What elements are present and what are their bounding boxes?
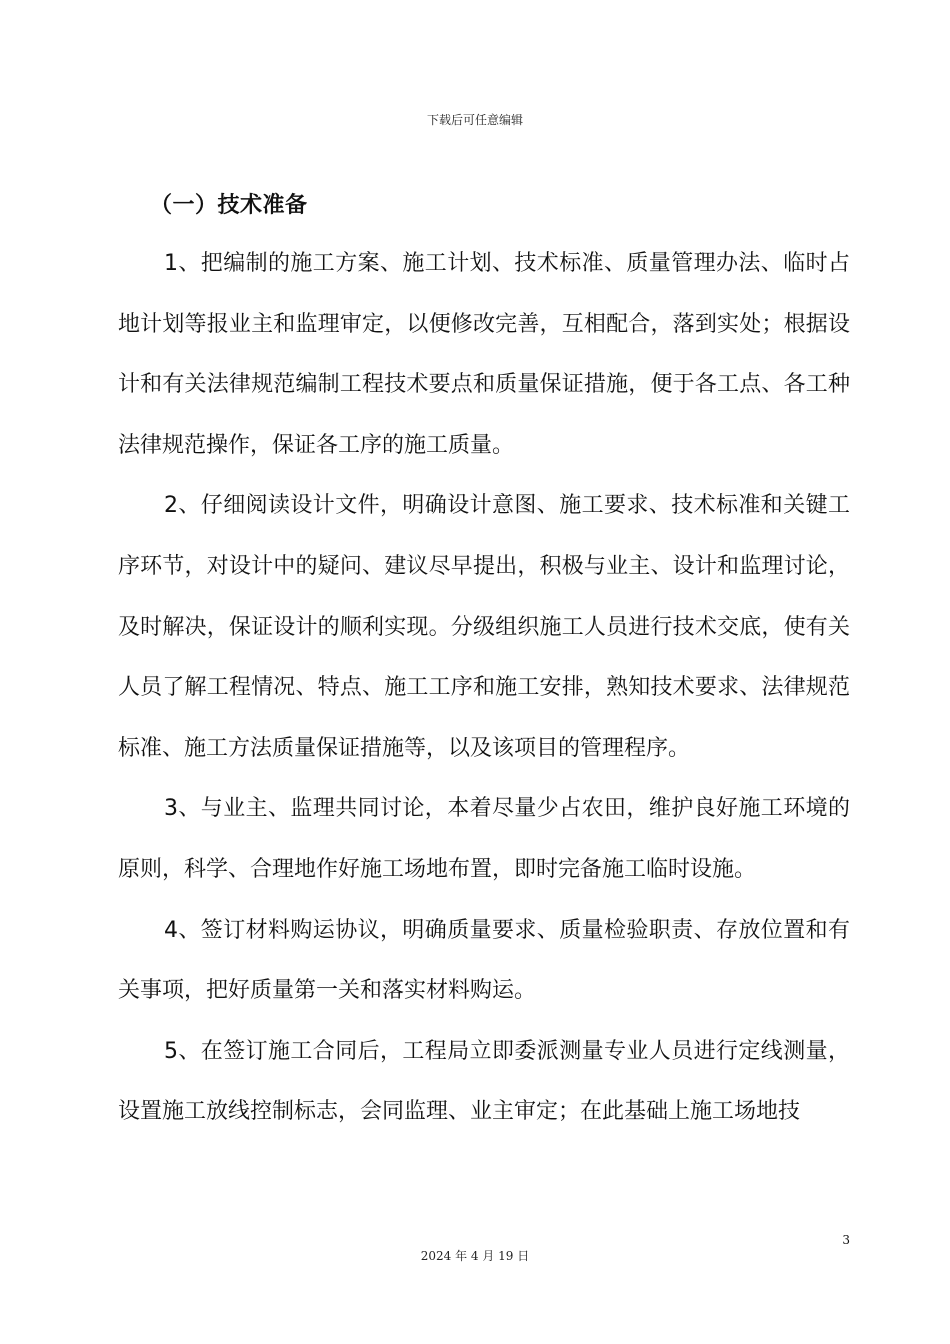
page-number: 3 [842, 1233, 850, 1247]
paragraph-5: 5、在签订施工合同后，工程局立即委派测量专业人员进行定线测量，设置施工放线控制标志，会同监理、业主审定；在此基础上施工场地技 [118, 1038, 850, 1125]
page-header: 下载后可任意编辑 [426, 113, 523, 127]
paragraph-1: 1、把编制的施工方案、施工计划、技术标准、质量管理办法、临时占地计划等报业主和监理审定，以便修改完善，互相配合，落到实处；根据设计和有关法律规范编制工程技术要点和质量保证措施，便于各工点、各工种法律规范操作，保证各工序的施工质量。 [118, 251, 850, 458]
paragraph-4: 4、签订材料购运协议，明确质量要求、质量检验职责、存放位置和有关事项，把好质量第一关和落实材料购运。 [118, 917, 850, 1004]
paragraph-3: 3、与业主、监理共同讨论，本着尽量少占农田，维护良好施工环境的原则，科学、合理地作好施工场地布置，即时完备施工临时设施。 [118, 796, 850, 882]
body-text [118, 234, 850, 1143]
paragraph-2: 2、仔细阅读设计文件，明确设计意图、施工要求、技术标准和关键工序环节，对设计中的疑问、建议尽早提出，积极与业主、设计和监理讨论，及时解决，保证设计的顺利实现。分级组织施工人员进行技术交底，使有关人员了解工程情况、特点、施工工序和施工安排，熟知技术要求、法律规范标准、施工方法质量保证措施等，以及该项目的管理程序。 [118, 493, 850, 761]
section-heading: （一）技术准备 [150, 193, 308, 218]
page-footer-date: 2024 年 4 月 19 日 [420, 1249, 530, 1263]
